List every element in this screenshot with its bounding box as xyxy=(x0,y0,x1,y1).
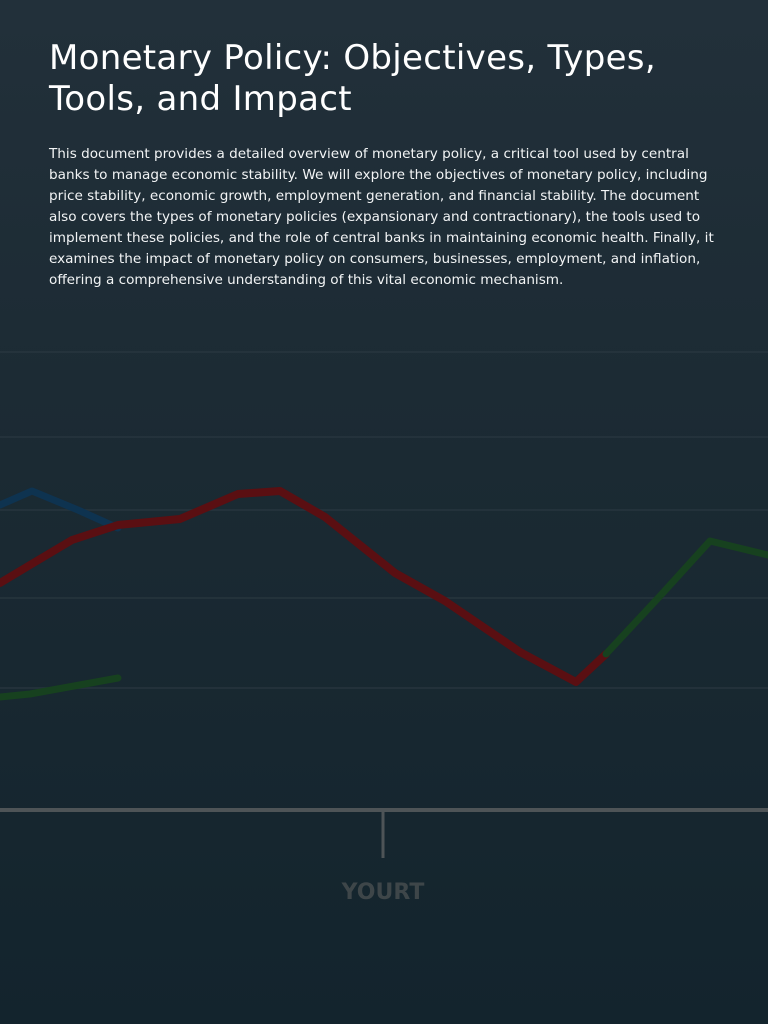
page-title: Monetary Policy: Objectives, Types, Tools, and Impact xyxy=(49,38,656,119)
background-axis-label: YOURT xyxy=(341,880,425,905)
background-gridlines xyxy=(0,352,768,688)
document-content xyxy=(49,38,719,291)
intro-paragraph: This document provides a detailed overview of monetary policy, a critical tool used by central banks to manage economic stability. We will explore the objectives of monetary policy, including price stability, economic growth, employment generation, and financial stability. The document also covers the types of monetary policies (expansionary and contractionary), the tools used to implement these policies, and the role of central banks in maintaining economic health. Finally, it examines the impact of monetary policy on consumers, businesses, employment, and inflation, offering a comprehensive understanding of this vital economic mechanism. xyxy=(49,146,714,288)
background-red-line xyxy=(0,491,606,682)
